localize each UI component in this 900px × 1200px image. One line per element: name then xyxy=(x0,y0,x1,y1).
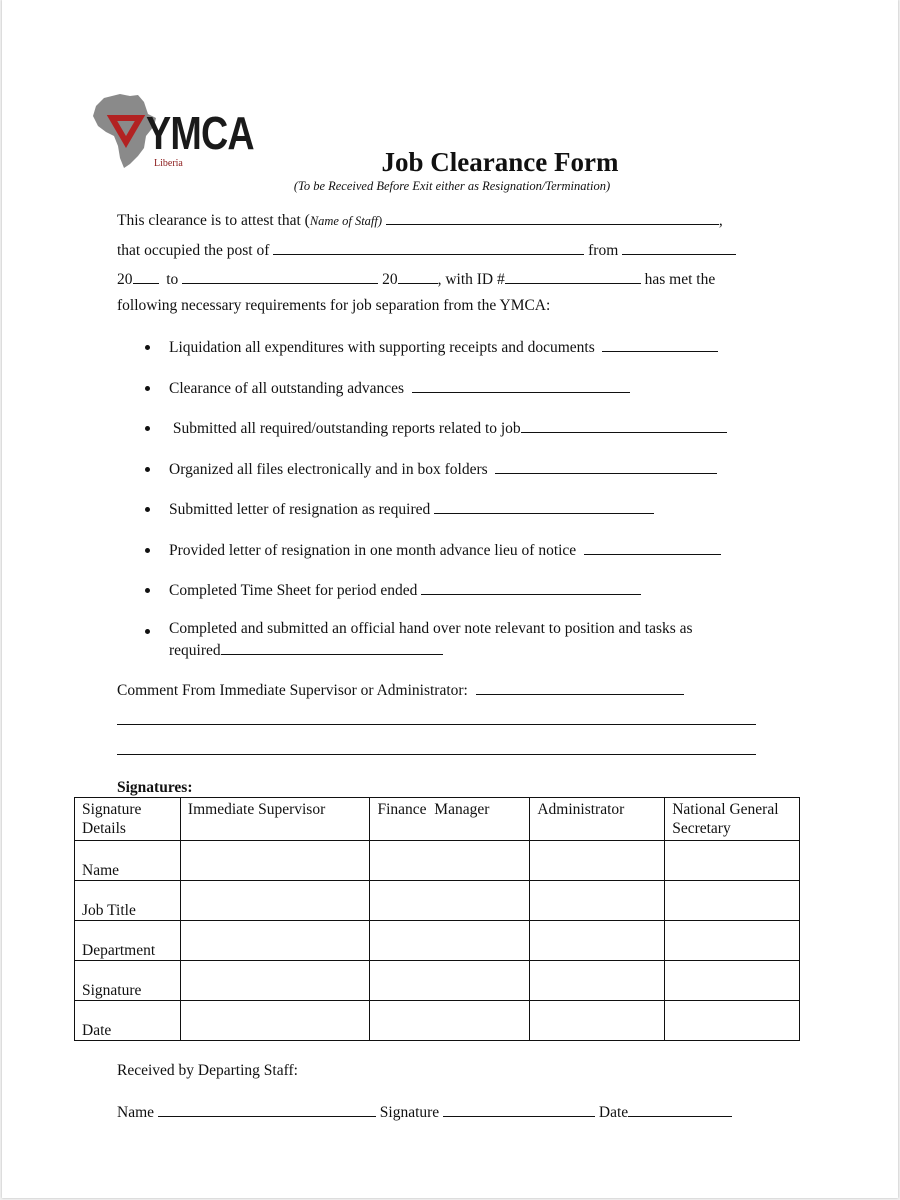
table-cell[interactable] xyxy=(370,921,530,961)
received-signature-field[interactable] xyxy=(443,1101,595,1117)
table-cell[interactable] xyxy=(370,881,530,921)
requirement-field[interactable] xyxy=(221,639,443,655)
column-header: Administrator xyxy=(530,798,665,841)
table-cell[interactable] xyxy=(180,881,370,921)
table-header-row xyxy=(75,798,800,841)
table-cell[interactable] xyxy=(370,961,530,1001)
table-row xyxy=(75,961,800,1001)
from-date-field[interactable] xyxy=(622,239,736,255)
staff-name-field[interactable] xyxy=(386,209,719,225)
table-cell[interactable] xyxy=(665,961,800,1001)
id-field[interactable] xyxy=(505,268,641,284)
requirement-field[interactable] xyxy=(495,458,717,474)
logo-subtitle: Liberia xyxy=(154,158,183,169)
table-cell[interactable] xyxy=(370,841,530,881)
table-cell[interactable] xyxy=(530,1001,665,1041)
column-header: Signature Details xyxy=(75,798,181,841)
signatures-heading: Signatures: xyxy=(117,779,193,796)
row-label: Signature xyxy=(75,961,181,1001)
requirement-field[interactable] xyxy=(584,539,721,555)
intro-line-4: following necessary requirements for job separation from the YMCA: xyxy=(117,297,551,314)
intro-line-3: 20 to 20 , with ID # has met the xyxy=(117,268,715,289)
to-year-field[interactable] xyxy=(398,268,438,284)
row-label: Date xyxy=(75,1001,181,1041)
row-label: Name xyxy=(75,841,181,881)
table-cell[interactable] xyxy=(530,881,665,921)
bullet-icon xyxy=(145,386,150,391)
requirement-field[interactable] xyxy=(602,336,718,352)
bullet-icon xyxy=(145,507,150,512)
table-cell[interactable] xyxy=(180,1001,370,1041)
form-title: Job Clearance Form xyxy=(381,147,619,177)
comment-field-line-3[interactable] xyxy=(117,754,756,755)
table-cell[interactable] xyxy=(665,841,800,881)
row-label: Job Title xyxy=(75,881,181,921)
table-cell[interactable] xyxy=(530,921,665,961)
table-row xyxy=(75,921,800,961)
from-year-field[interactable] xyxy=(133,268,159,284)
table-cell[interactable] xyxy=(665,1001,800,1041)
table-cell[interactable] xyxy=(180,921,370,961)
intro-line-1: This clearance is to attest that (Name of Staff) , xyxy=(117,209,723,230)
table-cell[interactable] xyxy=(530,841,665,881)
table-row xyxy=(75,1001,800,1041)
row-label: Department xyxy=(75,921,181,961)
intro-line-2: that occupied the post of from xyxy=(117,239,736,260)
bullet-icon xyxy=(145,588,150,593)
table-cell[interactable] xyxy=(665,921,800,961)
comment-field-line-2[interactable] xyxy=(117,724,756,725)
logo-wordmark: YMCA xyxy=(146,107,254,159)
bullet-icon xyxy=(145,629,150,634)
received-date-field[interactable] xyxy=(628,1101,732,1117)
bullet-icon xyxy=(145,467,150,472)
received-label: Received by Departing Staff: xyxy=(117,1062,298,1079)
table-cell[interactable] xyxy=(180,961,370,1001)
column-header: Immediate Supervisor xyxy=(180,798,370,841)
bullet-icon xyxy=(145,548,150,553)
requirement-field[interactable] xyxy=(434,498,654,514)
comment-field[interactable] xyxy=(476,679,684,695)
table-cell[interactable] xyxy=(665,881,800,921)
received-name-field[interactable] xyxy=(158,1101,376,1117)
column-header: Finance Manager xyxy=(370,798,530,841)
bullet-icon xyxy=(145,345,150,350)
comment-line: Comment From Immediate Supervisor or Administrator: xyxy=(117,679,684,700)
to-date-field[interactable] xyxy=(182,268,378,284)
table-cell[interactable] xyxy=(370,1001,530,1041)
column-header: National General Secretary xyxy=(665,798,800,841)
table-row xyxy=(75,881,800,921)
requirement-field[interactable] xyxy=(421,579,641,595)
signatures-table xyxy=(74,797,800,1041)
requirement-field[interactable] xyxy=(521,417,727,433)
table-row xyxy=(75,841,800,881)
bullet-icon xyxy=(145,426,150,431)
table-cell[interactable] xyxy=(180,841,370,881)
table-cell[interactable] xyxy=(530,961,665,1001)
document-page: YMCA Liberia Job Clearance Form (To be Received Before Exit either as Resignation/Termination) This clearance is to attest that (Name of Staff) , that occupied the post of from 20 to 20 , with ID # has met the following necessary requirements for job separation from the YMCA: Liquidation all expenditures with supporting receipts and documents Clearance of all outstanding advances Submitted all required/outstanding reports related to job Organized all files electronically and in box folders Submitted letter of resignation as required Provided letter of resignation in one month advance lieu of notice Completed Time Sheet for period ended Completed and submitted an official hand over note relevant to position and tasks as required Comment From Immediate Supervisor or Administrator: Signatures: Signature Details Immediate Supervisor Finance Manager Administrator National General Secretary Name Job Title Department Signature Date Received by Departing Staff: Name Signature Date xyxy=(2,0,898,1198)
requirement-field[interactable] xyxy=(412,377,630,393)
list-item-continuation: required xyxy=(169,639,443,660)
received-line: Name Signature Date xyxy=(117,1101,732,1122)
post-field[interactable] xyxy=(273,239,584,255)
form-subtitle: (To be Received Before Exit either as Resignation/Termination) xyxy=(293,179,611,193)
